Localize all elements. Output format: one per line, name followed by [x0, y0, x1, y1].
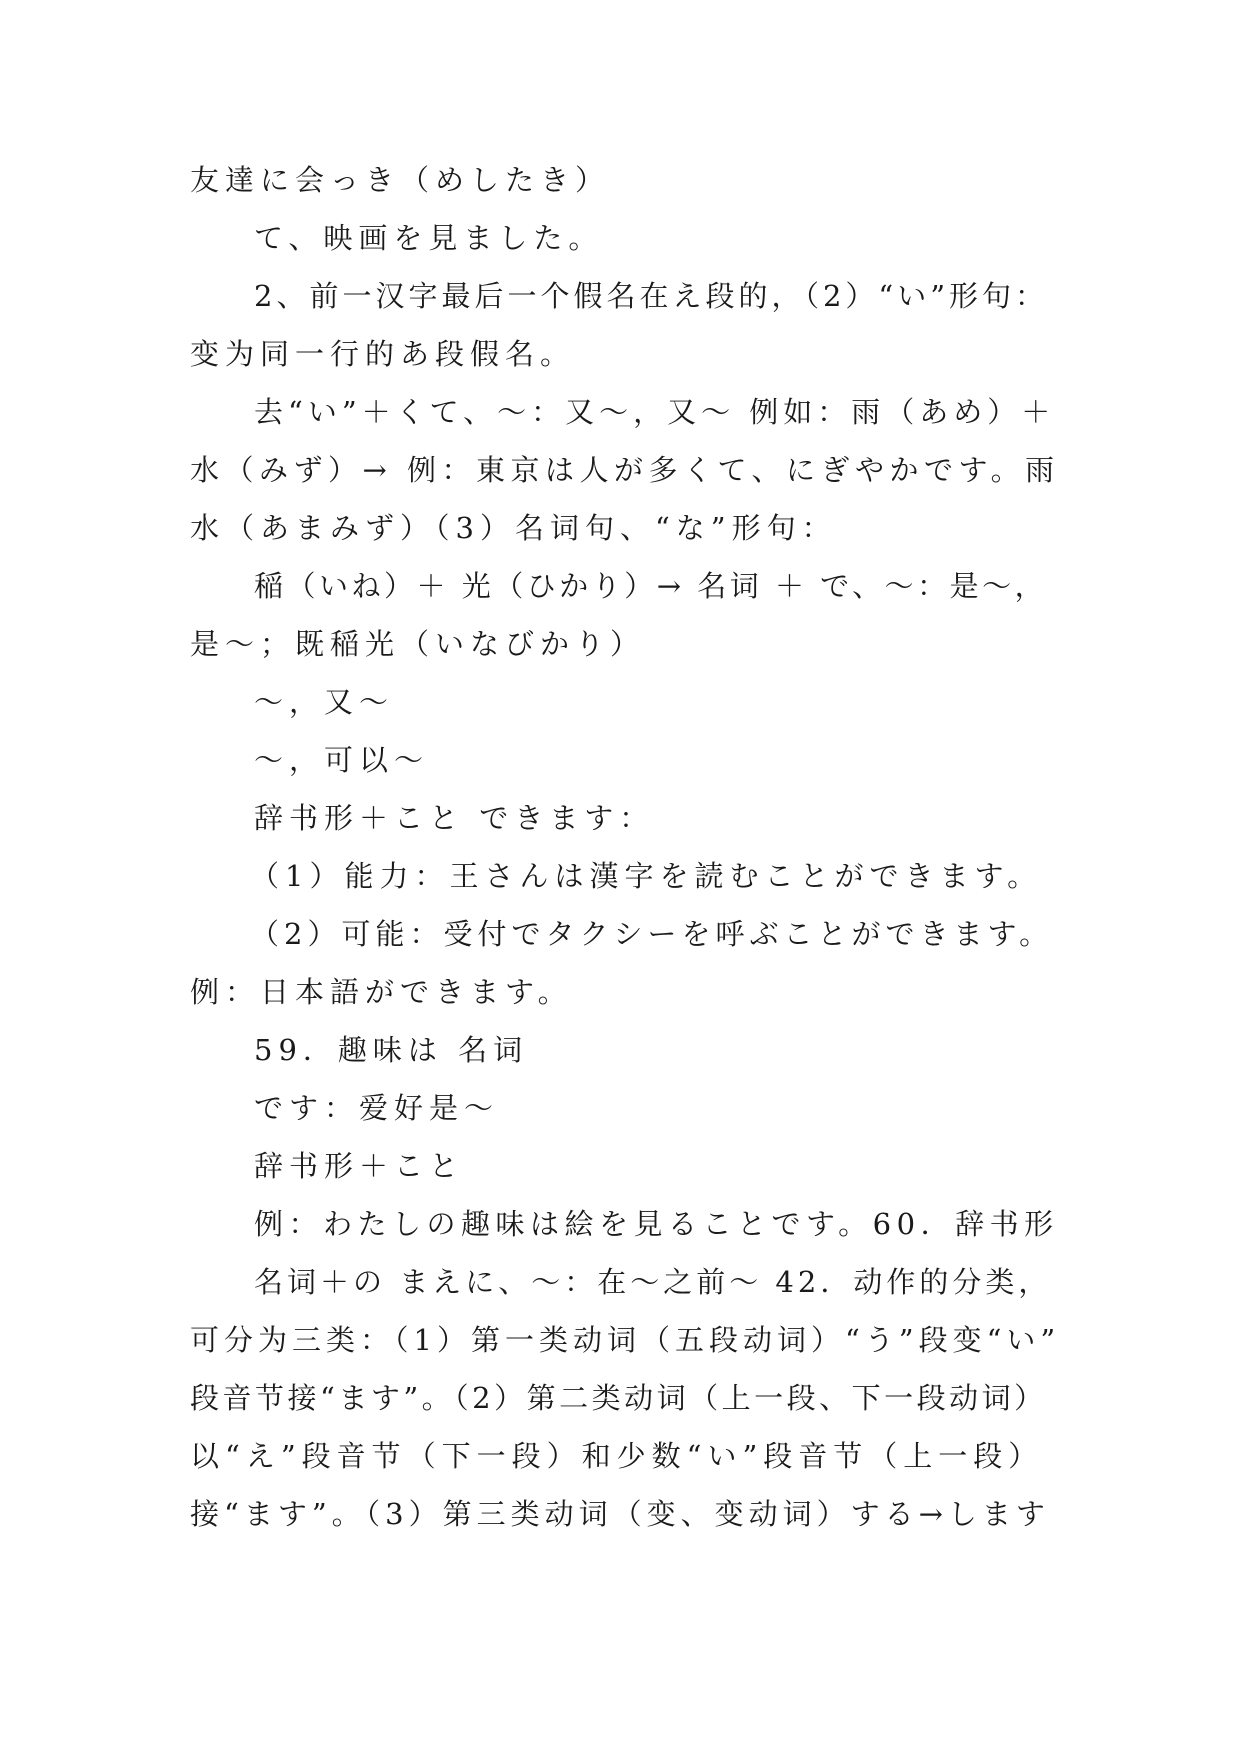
text-line: 59．趣味は 名词 [254, 1033, 529, 1067]
text-line: 辞书形＋こと [254, 1149, 465, 1183]
text-line: （1）能力：王さんは漢字を読むことができます。 [250, 859, 1043, 893]
text-line: 去“い”＋くて、～：又～，又～ 例如：雨（あめ）＋ [254, 395, 1056, 429]
text-line: 以“え”段音节（下一段）和少数“い”段音节（上一段） [190, 1439, 1044, 1473]
text-line: 辞书形＋こと できます： [254, 801, 655, 835]
text-line: です：爱好是～ [254, 1091, 500, 1125]
text-line: 例：日本語ができます。 [190, 975, 573, 1009]
text-line: 友達に会っき（めしたき） [190, 163, 611, 197]
text-line: て、映画を見ました。 [254, 221, 604, 255]
text-line: 2、前一汉字最后一个假名在え段的，（2）“い”形句： [254, 279, 1049, 313]
text-line: （2）可能：受付でタクシーを呼ぶことができます。 [250, 917, 1054, 951]
text-line: 接“ます”。（3）第三类动词（变、变动词）する→します [190, 1497, 1050, 1531]
text-line: 例：わたしの趣味は絵を見ることです。60．辞书形 [254, 1207, 1059, 1241]
text-line: 稲（いね）＋ 光（ひかり）→ 名词 ＋ で、～：是～， [254, 569, 1048, 603]
text-line: 名词＋の まえに、～：在～之前～ 42．动作的分类， [254, 1265, 1052, 1299]
text-line: ～，可以～ [254, 743, 430, 777]
text-line: 水（みず）→ 例：東京は人が多くて、にぎやかです。雨 [190, 453, 1060, 487]
text-line: 是～；既稲光（いなびかり） [190, 627, 646, 661]
text-line: 水（あまみず）（3）名词句、“な”形句： [190, 511, 837, 545]
text-line: 段音节接“ます”。（2）第二类动词（上一段、下一段动词） [190, 1381, 1047, 1415]
text-line: ～，又～ [254, 685, 395, 719]
text-line: 变为同一行的あ段假名。 [190, 337, 576, 371]
text-line: 可分为三类：（1）第一类动词（五段动词）“う”段变“い” [190, 1323, 1061, 1357]
